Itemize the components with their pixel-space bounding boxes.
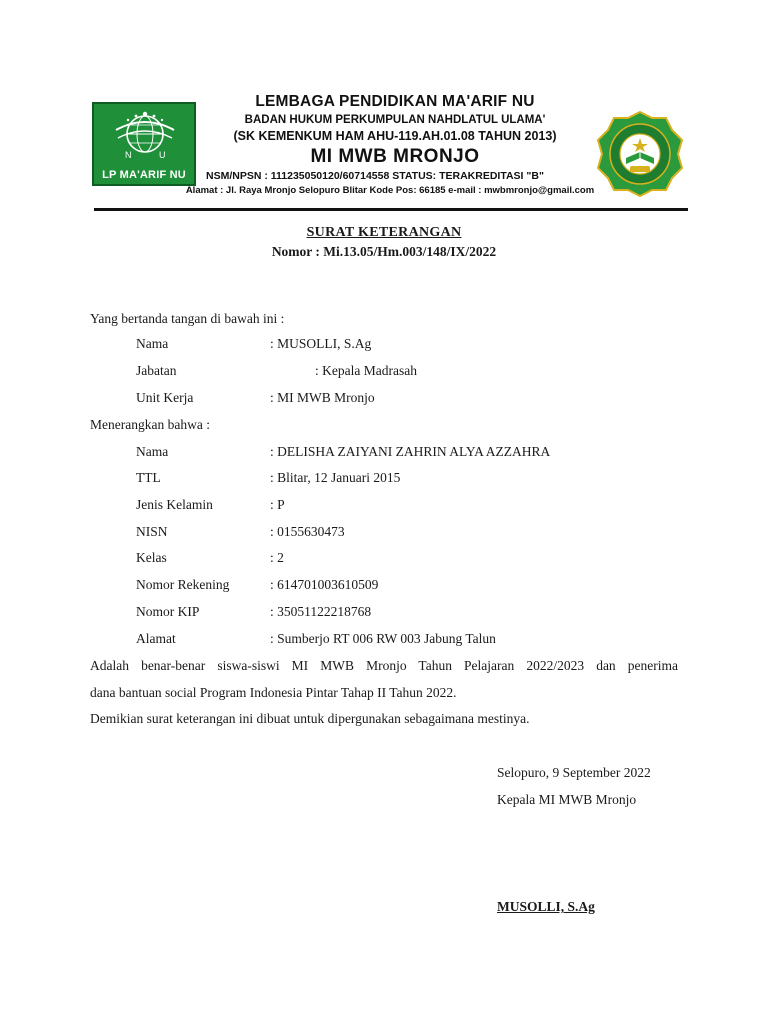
student-address-label: Alamat: [136, 631, 176, 646]
logo-letter-n: N: [125, 150, 132, 160]
signer-position-value: : Kepala Madrasah: [315, 363, 417, 378]
intro-text: Yang bertanda tangan di bawah ini :: [90, 311, 285, 326]
student-gender-value: : P: [270, 497, 285, 512]
signer-unit-label: Unit Kerja: [136, 390, 194, 405]
signer-position-label: Jabatan: [136, 363, 177, 378]
student-nisn-label: NISN: [136, 524, 168, 539]
signature-place-date: Selopuro, 9 September 2022: [497, 765, 651, 780]
org-name: LEMBAGA PENDIDIKAN MA'ARIF NU: [255, 93, 535, 110]
nu-globe-emblem-icon: [112, 110, 178, 162]
menerangkan-text: Menerangkan bahwa :: [90, 417, 210, 432]
school-name: MI MWB MRONJO: [310, 146, 480, 167]
logo-left-caption: LP MA'ARIF NU: [102, 169, 186, 181]
student-nisn-value: : 0155630473: [270, 524, 345, 539]
school-address: Alamat : Jl. Raya Mronjo Selopuro Blitar Kode Pos: 66185 e-mail : mwbmronjo@gmail.com: [185, 185, 595, 196]
student-kip-label: Nomor KIP: [136, 604, 200, 619]
student-account-label: Nomor Rekening: [136, 577, 230, 592]
closing-text: Demikian surat keterangan ini dibuat untuk dipergunakan sebagaimana mestinya.: [90, 711, 530, 726]
signature-name: MUSOLLI, S.Ag: [497, 899, 595, 914]
statement-line-1: Adalah benar-benar siswa-siswi MI MWB Mronjo Tahun Pelajaran 2022/2023 dan penerima: [90, 658, 678, 673]
student-name-value: : DELISHA ZAIYANI ZAHRIN ALYA AZZAHRA: [270, 444, 551, 459]
signer-name-label: Nama: [136, 336, 169, 351]
student-gender-label: Jenis Kelamin: [136, 497, 213, 512]
sk-number: (SK KEMENKUM HAM AHU-119.AH.01.08 TAHUN 2013): [233, 129, 557, 143]
student-class-value: : 2: [270, 550, 284, 565]
student-account-value: : 614701003610509: [270, 577, 379, 592]
student-ttl-value: : Blitar, 12 Januari 2015: [270, 470, 401, 485]
letterhead-divider: [94, 208, 688, 211]
sub-org: BADAN HUKUM PERKUMPULAN NAHDLATUL ULAMA': [244, 114, 546, 126]
letter-number: Nomor : Mi.13.05/Hm.003/148/IX/2022: [271, 244, 497, 259]
student-kip-value: : 35051122218768: [270, 604, 372, 619]
student-address-value: : Sumberjo RT 006 RW 003 Jabung Talun: [270, 631, 496, 646]
lp-maarif-nu-logo: [92, 102, 196, 186]
student-ttl-label: TTL: [136, 470, 161, 485]
logo-letter-u: U: [159, 150, 166, 160]
signer-name-value: : MUSOLLI, S.Ag: [270, 336, 372, 351]
signer-unit-value: : MI MWB Mronjo: [270, 390, 375, 405]
madrasah-seal-icon: [596, 110, 684, 198]
statement-line-2: dana bantuan social Program Indonesia Pintar Tahap II Tahun 2022.: [90, 685, 457, 700]
nsm-status: NSM/NPSN : 111235050120/60714558 STATUS: TERAKREDITASI "B": [206, 170, 544, 182]
letterhead-text: [185, 92, 595, 198]
student-class-label: Kelas: [136, 550, 167, 565]
student-name-label: Nama: [136, 444, 169, 459]
letter-title: SURAT KETERANGAN: [306, 225, 462, 240]
signature-position: Kepala MI MWB Mronjo: [497, 792, 637, 807]
